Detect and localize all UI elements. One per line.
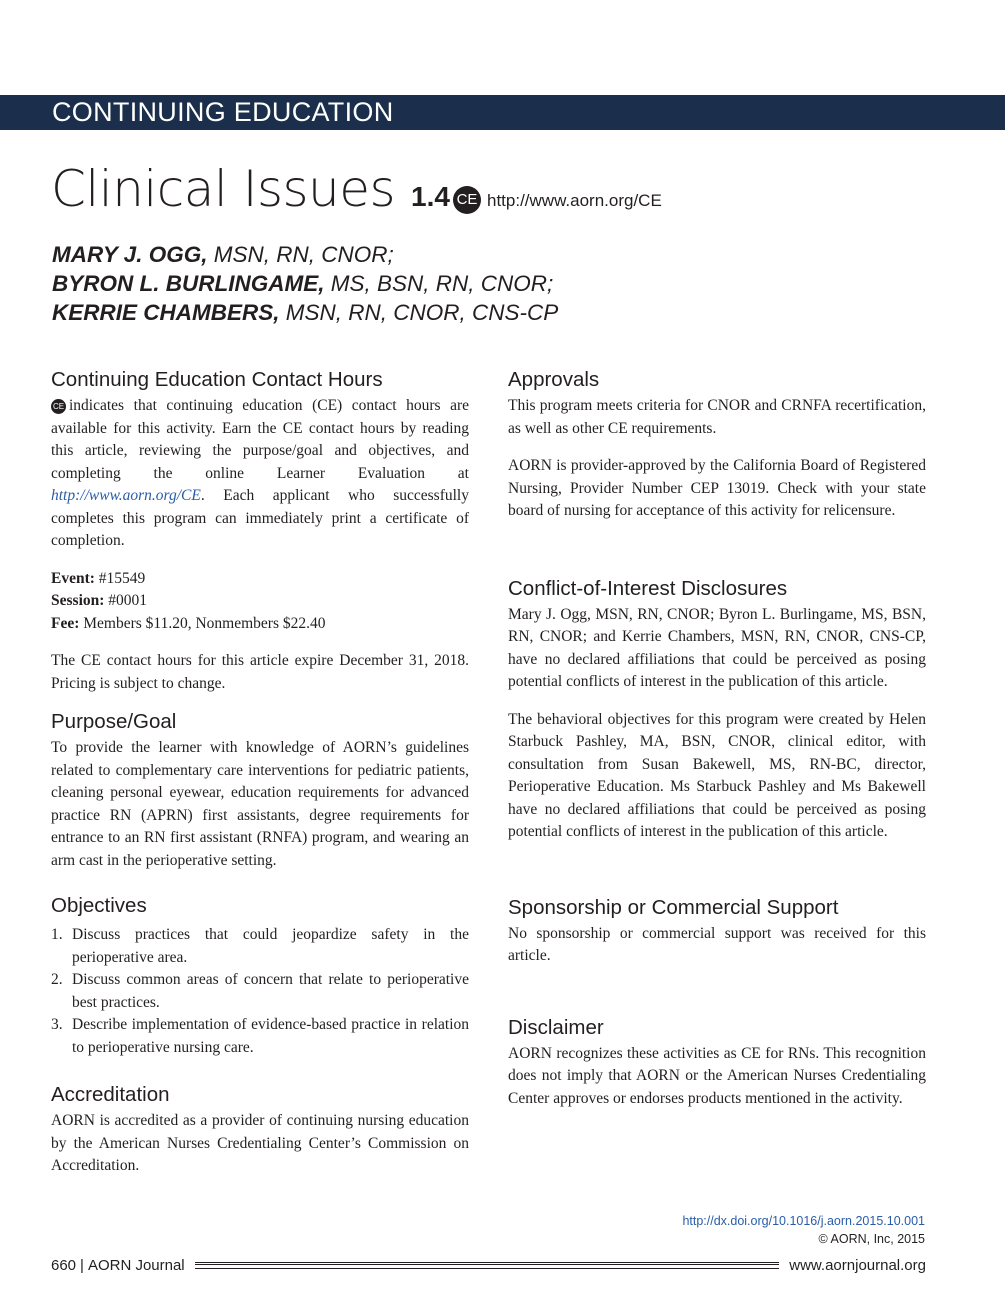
field-value: #0001 [108,592,148,609]
section-banner [0,95,1005,130]
page-number: 660 [51,1256,77,1274]
author-line [52,269,558,298]
item-number: 2. [51,971,63,988]
contact-hours: 1.4 [411,181,450,212]
left-column [51,368,469,1193]
author-credentials: MS, BSN, RN, CNOR; [330,271,554,296]
event-field [51,568,469,591]
approvals-text: This program meets criteria for CNOR and CRNFA recertification, as well as other CE requirements. [508,397,926,437]
conflict-text-2: The behavioral objectives for this program were created by Helen Starbuck Pashley, MA, BSN, CNOR, clinical editor, with consultation from Susan Bakewell, MS, RN-BC, director, Perioperative Education. Ms Starbuck Pashley and Ms Bakewell have no declared affiliations that could be perceived as posing potential conflicts of interest in the publication of this article. [508,710,926,840]
field-label: Session: [51,592,105,609]
fee-field [51,613,469,636]
author-list [52,240,558,327]
ce-icon: CE [453,186,481,214]
conflict-heading: Conflict-of-Interest Disclosures [508,576,788,600]
journal-website[interactable]: www.aornjournal.org [789,1256,926,1274]
accreditation-text: AORN is accredited as a provider of continuing nursing education by the American Nurses Credentialing Center’s Commission on Accreditation. [51,1112,469,1174]
ce-hours-text-after: . Each applicant who successfully completes this program can immediately print a certificate of completion. [51,487,469,549]
field-label: Event: [51,569,95,587]
copyright: © AORN, Inc, 2015 [818,1232,925,1246]
list-item [51,924,469,969]
conflict-section [508,577,926,844]
item-text: Discuss practices that could jeopardize safety in the perioperative area. [72,926,469,966]
accreditation-heading: Accreditation [51,1083,170,1106]
event-fields [51,568,469,636]
sponsorship-section [508,896,926,968]
objectives-section [51,894,469,1059]
right-column [508,368,926,1110]
author-line [52,298,558,327]
ce-hours-section [51,368,469,553]
expiry-text: The CE contact hours for this article expire December 31, 2018. Pricing is subject to change. [51,652,469,692]
article-title-row [51,160,662,230]
item-number: 1. [51,926,63,943]
ce-hours-text [51,395,469,553]
author-name: KERRIE CHAMBERS, [52,300,280,325]
ce-url-link[interactable]: http://www.aorn.org/CE [486,191,662,210]
item-text: Discuss common areas of concern that relate to perioperative best practices. [72,971,469,1011]
author-name: BYRON L. BURLINGAME, [52,271,325,296]
list-item [51,969,469,1014]
purpose-heading: Purpose/Goal [51,710,177,733]
conflict-text: Mary J. Ogg, MSN, RN, CNOR; Byron L. Burlingame, MS, BSN, RN, CNOR; and Kerrie Chambers, MSN, RN, CNOR, CNS-CP, have no declared affiliations that could be perceived as posing potential conflicts of interest in the publication of this article. [508,605,926,690]
accreditation-section [51,1083,469,1178]
learner-evaluation-link[interactable]: http://www.aorn.org/CE [51,487,201,504]
list-item [51,1014,469,1059]
objectives-heading: Objectives [51,894,147,917]
footer-separator: | [80,1256,84,1274]
approvals-text-2: AORN is provider-approved by the California Board of Registered Nursing, Provider Number CEP 13019. Check with your state board of nursing for acceptance of this activity for relicensure. [508,457,926,519]
ce-hours-heading: Continuing Education Contact Hours [51,368,383,391]
sponsorship-heading: Sponsorship or Commercial Support [508,895,839,919]
ce-hours-text-before: indicates that continuing education (CE) contact hours are available for this activity. Earn the CE contact hours by reading this article, reviewing the purpose/goal and objectives, and completing the online Learner Evaluation at [51,397,469,482]
author-credentials: MSN, RN, CNOR; [213,242,394,267]
author-name: MARY J. OGG, [52,242,208,267]
item-text: Describe implementation of evidence-based practice in relation to perioperative nursing care. [72,1016,469,1056]
purpose-text: To provide the learner with knowledge of AORN’s guidelines related to complementary care interventions for pediatric patients, cleaning personal eyewear, education requirements for advanced practice RN (APRN) first assistants, degree requirements for entrance to an RN first assistant (RNFA) program, and wearing an arm cast in the perioperative setting. [51,739,469,869]
approvals-heading: Approvals [508,368,600,391]
session-field [51,590,469,613]
banner-title: CONTINUING EDUCATION [52,97,394,127]
page-footer [51,1254,926,1276]
sponsorship-text: No sponsorship or commercial support was received for this article. [508,924,926,964]
disclaimer-section [508,1016,926,1111]
author-credentials: MSN, RN, CNOR, CNS-CP [285,300,559,325]
author-line [52,240,558,269]
disclaimer-heading: Disclaimer [508,1015,604,1039]
article-title: Clinical Issues [51,160,396,218]
footer-rule [195,1262,780,1269]
doi-link[interactable]: http://dx.doi.org/10.1016/j.aorn.2015.10.001 [682,1214,925,1228]
item-number: 3. [51,1016,63,1033]
approvals-section [508,368,926,523]
field-value: Members $11.20, Nonmembers $22.40 [83,614,326,632]
purpose-section [51,710,469,872]
objectives-list [51,924,469,1059]
disclaimer-text: AORN recognizes these activities as CE for RNs. This recognition does not imply that AORN or the American Nurses Credentialing Center approves or endorses products mentioned in the activity. [508,1044,926,1107]
field-label: Fee: [51,614,80,632]
field-value: #15549 [98,569,146,587]
ce-icon: CE [51,399,66,414]
journal-name: AORN Journal [87,1256,185,1274]
